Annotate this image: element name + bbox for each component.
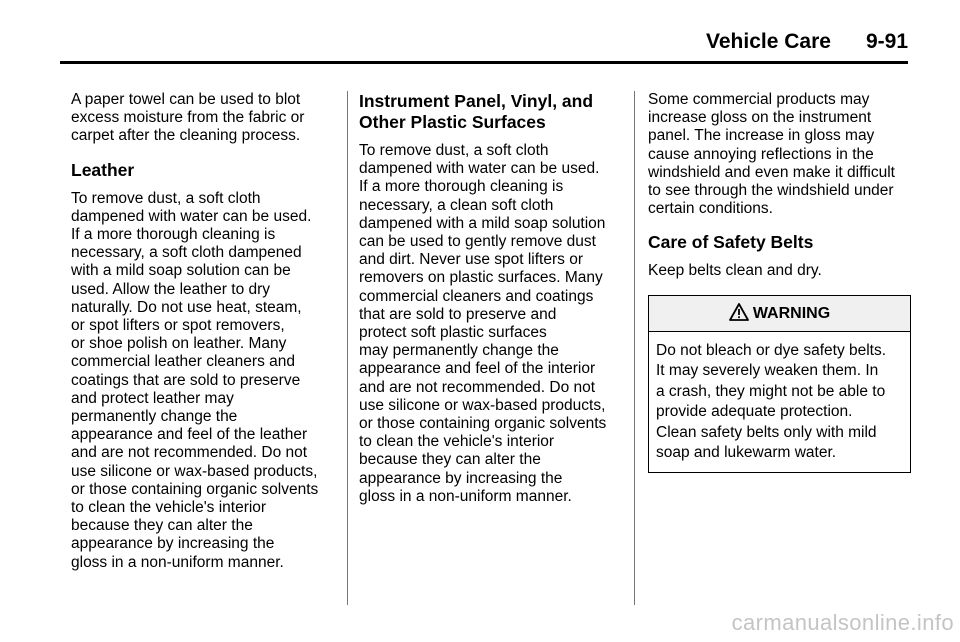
leather-paragraph: To remove dust, a soft cloth dampened with water can be used. If a more thorough cleaning is necessary, a soft cloth dampened with a mild soap solution can be used. Allow the leather to dry naturally. Do not use heat, steam, or spot lifters or spot removers, or shoe polish on leather. Many commercial leather cleaners and coatings that are sold to preserve and protect leather may permanently change the appearance and feel of the leather and are not recommended. Do not use silicone or wax-based products, or those containing organic solvents to clean the vehicle's interior because they can alter the appearance by increasing the gloss in a non-uniform manner. — [71, 189, 319, 571]
safety-belts-heading: Care of Safety Belts — [648, 232, 814, 253]
plastic-surfaces-paragraph: To remove dust, a soft cloth dampened with water can be used. If a more thorough cleaning is necessary, a clean soft cloth dampened with a mild soap solution can be used to gently remove dust and dirt. Never use spot lifters or removers on plastic surfaces. Many commercial cleaners and coatings that are sold to preserve and protect soft plastic surfaces may permanently change the appearance and feel of the interior and are not recommended. Do not use silicone or wax-based products, or those containing organic solvents to clean the vehicle's interior because they can alter the appearance by increasing the gloss in a non-uniform manner. — [359, 142, 607, 505]
safety-belts-paragraph: Keep belts clean and dry. — [648, 262, 822, 280]
warning-box — [648, 295, 911, 473]
warning-header — [649, 296, 910, 332]
header-rule — [60, 61, 908, 64]
page-number: 9-91 — [865, 30, 908, 53]
plastic-surfaces-heading: Instrument Panel, Vinyl, and Other Plastic Surfaces — [359, 91, 594, 132]
column-2 — [359, 91, 627, 520]
column-1 — [71, 91, 339, 586]
column-divider — [347, 91, 348, 605]
warning-title: WARNING — [752, 304, 831, 322]
page-header — [706, 30, 908, 54]
warning-text: Do not bleach or dye safety belts. It may severely weaken them. In a crash, they might not be able to provide adequate protection. Clean safety belts only with mild soap and lukewarm water. — [656, 341, 887, 462]
warning-triangle-icon — [729, 302, 749, 322]
intro-paragraph: A paper towel can be used to blot excess moisture from the fabric or carpet after the cleaning process. — [71, 91, 305, 145]
watermark: carmanualsonline.info — [731, 610, 954, 635]
section-title: Vehicle Care — [706, 30, 831, 53]
leather-heading: Leather — [71, 159, 135, 180]
column-3 — [648, 91, 913, 473]
column-divider — [634, 91, 635, 605]
gloss-paragraph: Some commercial products may increase gloss on the instrument panel. The increase in gloss may cause annoying reflections in the windshield and even make it difficult to see through the windshield under certain conditions. — [648, 91, 895, 218]
